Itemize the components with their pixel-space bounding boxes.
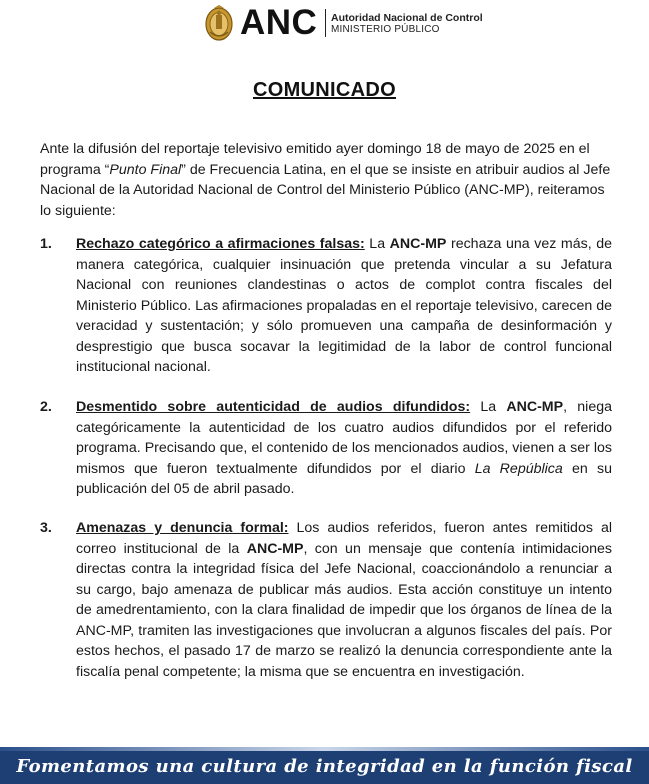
item-heading: Rechazo categórico a afirmaciones falsas: bbox=[76, 236, 365, 252]
item-text: La bbox=[364, 236, 390, 252]
item-text: , con un mensaje que contenía intimidaciones directas contra la integridad física del Jefe Nacional, coaccionándolo a renunciar a su cargo, bajo amenaza de publicar más audios. Esta acción constituye un intento de amedrentamiento, con la clara finalidad de impedir que los órganos de línea de la ANC-MP, tramiten las investigaciones que involucran a algunos fiscales del país. Por estos hechos, el pasado 17 de marzo se realizó la denuncia correspondiente ante la fiscalía penal competente; la misma que se encuentra en investigación. bbox=[76, 540, 613, 680]
item-number: 2. bbox=[40, 399, 52, 415]
intro-text-2: ” de Frecuencia Latina, en el que se insiste en atribuir audios al Jefe Nacional de la Autoridad Nacional de Control del Ministerio Público (ANC-MP), reiteramos lo siguiente: bbox=[40, 161, 611, 219]
list-item bbox=[40, 518, 612, 682]
item-org-name: ANC-MP bbox=[389, 236, 447, 252]
list-item bbox=[40, 397, 612, 500]
item-body bbox=[76, 234, 612, 378]
footer-banner bbox=[0, 747, 649, 784]
brand-subtitle-authority: Autoridad Nacional de Control bbox=[331, 12, 483, 24]
item-text: en su publicación del 05 de abril pasado. bbox=[76, 460, 612, 497]
document-header bbox=[0, 0, 649, 48]
document-title: COMUNICADO bbox=[253, 79, 396, 101]
footer-accent-line bbox=[0, 747, 649, 751]
item-text: , niega categóricamente la autenticidad de los cuatro audios difundidos por el referido programa. Precisando que, el contenido de los mencionados audios, vienen a ser los mismos que fueron textualmente difundidos por el diario bbox=[76, 399, 612, 477]
item-text: Los audios referidos, fueron antes remitidos al correo institucional de la bbox=[76, 520, 612, 557]
intro-text-1: Ante la difusión del reportaje televisivo emitido ayer domingo 18 de mayo de 2025 en el programa “ bbox=[40, 141, 590, 178]
item-org-name: ANC-MP bbox=[246, 540, 304, 557]
brand-logo-text: ANC bbox=[240, 3, 318, 42]
program-name: Punto Final bbox=[109, 161, 182, 178]
item-text: La bbox=[470, 399, 507, 415]
intro-paragraph bbox=[40, 139, 612, 221]
ministerio-publico-seal-icon bbox=[204, 4, 234, 42]
item-number: 1. bbox=[40, 236, 52, 252]
item-heading: Desmentido sobre autenticidad de audios difundidos: bbox=[76, 399, 471, 415]
item-heading: Amenazas y denuncia formal: bbox=[76, 520, 289, 536]
list-item bbox=[40, 234, 612, 378]
item-number: 3. bbox=[40, 520, 52, 536]
item-text: rechaza una vez más, de manera categórica, cualquier insinuación que pretenda vincular a su Jefatura Nacional con reuniones clandestinas o actos de complot contra fiscales del Ministerio Público. Las afirmaciones propaladas en el reportaje televisivo, carecen de veracidad y sustentación; y sólo promueven una campaña de desinformación y desprestigio que busca socavar la legitimidad de la labor de control funcional institucional nacional. bbox=[76, 236, 612, 375]
brand-divider bbox=[325, 9, 326, 37]
item-body bbox=[76, 518, 612, 682]
item-body bbox=[76, 397, 612, 500]
brand-subtitle-ministry: MINISTERIO PÚBLICO bbox=[331, 24, 440, 35]
footer-slogan: Fomentamos una cultura de integridad en la función fiscal bbox=[16, 756, 633, 777]
newspaper-name: La República bbox=[474, 460, 563, 477]
item-org-name: ANC-MP bbox=[506, 399, 564, 415]
